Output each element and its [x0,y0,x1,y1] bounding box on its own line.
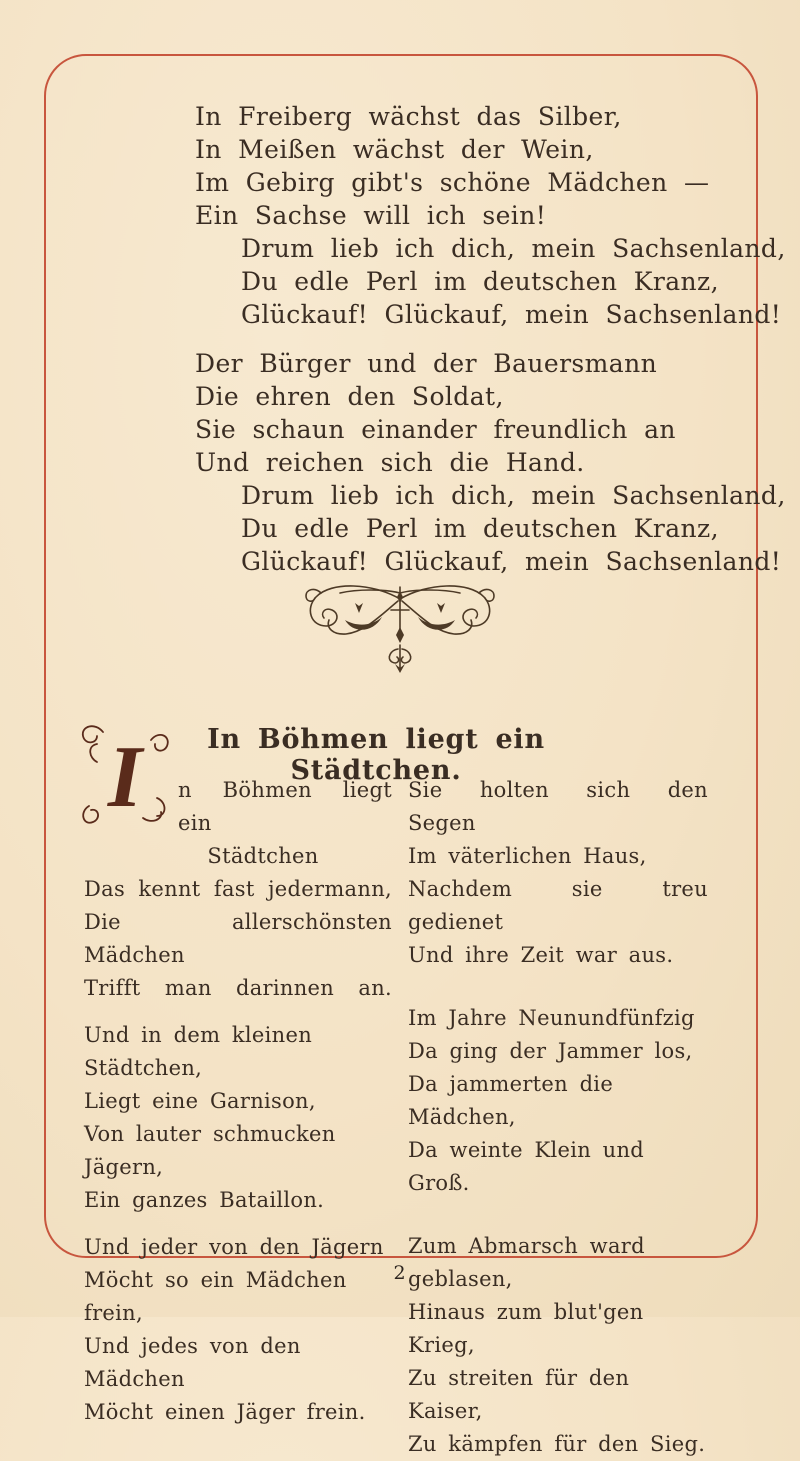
poem-line: Ein ganzes Bataillon. [84,1188,325,1212]
left-column [84,774,392,1461]
poem-line: Liegt eine Garnison, [84,1089,316,1113]
poem-line: Im väterlichen Haus, [408,844,647,868]
page-number: 2 [393,1262,407,1284]
poem-columns [84,774,714,1461]
poem-line: In Freiberg wächst das Silber, [195,102,622,131]
poem-line: Nachdem sie treu gedienet [408,877,708,934]
stanza [84,1231,392,1429]
poem-line: Im Jahre Neunundfünfzig [408,1006,695,1030]
refrain-line: Du edle Perl im deutschen Kranz, [241,267,719,296]
poem-line: n Böhmen liegt ein [178,778,392,835]
poem-line: Und jeder von den Jägern [84,1235,384,1259]
poem-line: Möcht einen Jäger frein. [84,1400,366,1424]
stanza [195,347,786,578]
drop-cap-letter: I [107,729,143,826]
poem-line: In Meißen wächst der Wein, [195,135,594,164]
poem-line: Zu streiten für den Kaiser, [408,1366,630,1423]
poem-line: Hinaus zum blut'gen Krieg, [408,1300,644,1357]
poem-line: Und reichen sich die Hand. [195,448,585,477]
refrain-line: Du edle Perl im deutschen Kranz, [241,514,719,543]
poem-line: Möcht so ein Mädchen frein, [84,1268,347,1325]
right-column [408,774,708,1461]
stanza [84,774,392,1005]
poem-line: Zu kämpfen für den Sieg. [408,1432,706,1456]
stanza [84,1019,392,1217]
refrain-line: Drum lieb ich dich, mein Sachsenland, [241,234,786,263]
poem-line: Trifft man darinnen an. [84,976,392,1000]
stanza [195,100,786,331]
page-border-frame [44,54,786,1456]
poem-line: Städtchen [207,844,319,868]
poem-line: Die allerschönsten Mädchen [84,910,392,967]
poem-line: Sie holten sich den Segen [408,778,708,835]
poem-line: Das kennt fast jedermann, [84,877,392,901]
poem-line: Da weinte Klein und Groß. [408,1138,645,1195]
refrain-line: Drum lieb ich dich, mein Sachsenland, [241,481,786,510]
poem-line: Von lauter schmucken Jägern, [84,1122,336,1179]
poem-line: Im Gebirg gibt's schöne Mädchen — [195,168,710,197]
poem-title: In Böhmen liegt ein Städtchen. [207,724,545,786]
poem-line: Zum Abmarsch ward geblasen, [408,1234,645,1291]
poem-sachsenland [195,100,786,578]
stanza [408,1002,708,1200]
refrain-line: Glückauf! Glückauf, mein Sachsenland! [241,300,782,329]
poem-line: Und in dem kleinen Städtchen, [84,1023,313,1080]
refrain-line: Glückauf! Glückauf, mein Sachsenland! [241,547,782,576]
poem-line: Da jammerten die Mädchen, [408,1072,614,1129]
poem-line: Die ehren den Soldat, [195,382,504,411]
floral-scroll-divider-icon [46,579,754,687]
stanza [408,774,708,972]
poem-line: Da ging der Jammer los, [408,1039,693,1063]
poem-line: Ein Sachse will ich sein! [195,201,547,230]
poem-line: Und jedes von den Mädchen [84,1334,301,1391]
poem-line: Der Bürger und der Bauersmann [195,349,658,378]
poem-line: Und ihre Zeit war aus. [408,943,674,967]
poem-line: Sie schaun einander freundlich an [195,415,676,444]
